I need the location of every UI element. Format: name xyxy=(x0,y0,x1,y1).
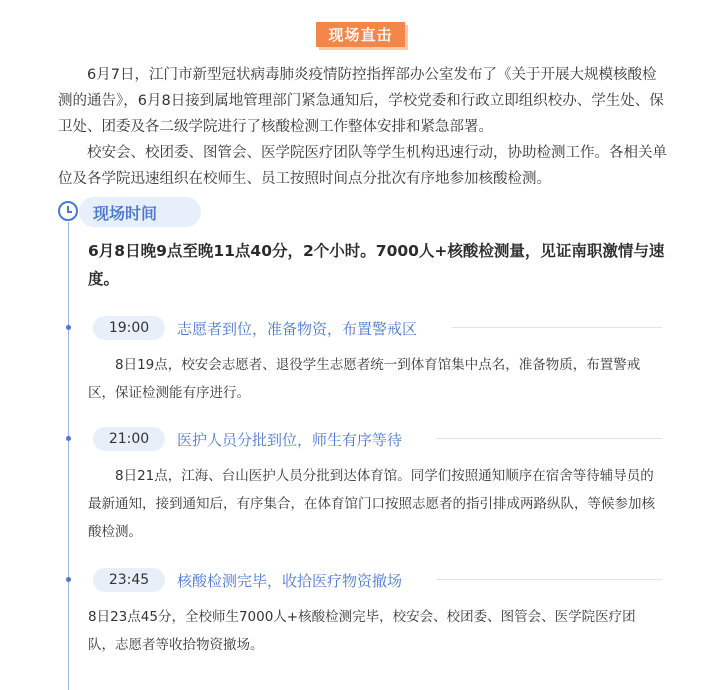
section-summary: 6月8日晚9点至晚11点40分，2个小时。7000人+核酸检测量，见证南职激情与速度。 xyxy=(88,242,665,288)
divider xyxy=(436,579,662,580)
time-badge: 21:00 xyxy=(93,427,165,451)
clock-icon xyxy=(58,201,78,221)
divider xyxy=(436,438,662,439)
event-body: 8日23点45分，全校师生7000人+核酸检测完毕，校安会、校团委、图管会、医学院医疗团队，志愿者等收拾物资撤场。 xyxy=(88,609,636,653)
event-body: 8日21点，江海、台山医护人员分批到达体育馆。同学们按照通知顺序在宿舍等待辅导员的最新通知，接到通知后，有序集合，在体育馆门口按照志愿者的指引排成两路纵队，等候参加核酸检测。 xyxy=(88,468,655,540)
event-title: 医护人员分批到位，师生有序等待 xyxy=(177,431,403,449)
badge-label: 现场直击 xyxy=(316,22,405,47)
divider xyxy=(452,327,662,328)
section-title: 现场时间 xyxy=(79,197,201,227)
timeline-dot xyxy=(66,436,71,441)
time-badge: 23:45 xyxy=(93,568,165,592)
timeline-line xyxy=(68,222,69,690)
event-body: 8日19点，校安会志愿者、退役学生志愿者统一到体育馆集中点名，准备物质，布置警戒区，保证检测能有序进行。 xyxy=(88,357,641,401)
event-title: 志愿者到位，准备物资，布置警戒区 xyxy=(177,320,418,338)
section-badge xyxy=(316,22,408,50)
intro-paragraph: 6月7日，江门市新型冠状病毒肺炎疫情防控指挥部办公室发布了《关于开展大规模核酸检测的通告》，6月8日接到属地管理部门紧急通知后，学校党委和行政立即组织校办、学生处、保卫处、团委及各二级学院进行了核酸检测工作整体安排和紧急部署。 xyxy=(58,67,664,135)
timeline-dot xyxy=(66,325,71,330)
intro-paragraph: 校安会、校团委、图管会、医学院医疗团队等学生机构迅速行动，协助检测工作。各相关单位及各学院迅速组织在校师生、员工按照时间点分批次有序地参加核酸检测。 xyxy=(58,145,667,187)
event-title: 核酸检测完毕，收拾医疗物资撤场 xyxy=(177,572,403,590)
timeline-dot xyxy=(66,577,71,582)
intro-text xyxy=(58,62,670,192)
time-badge: 19:00 xyxy=(93,316,165,340)
